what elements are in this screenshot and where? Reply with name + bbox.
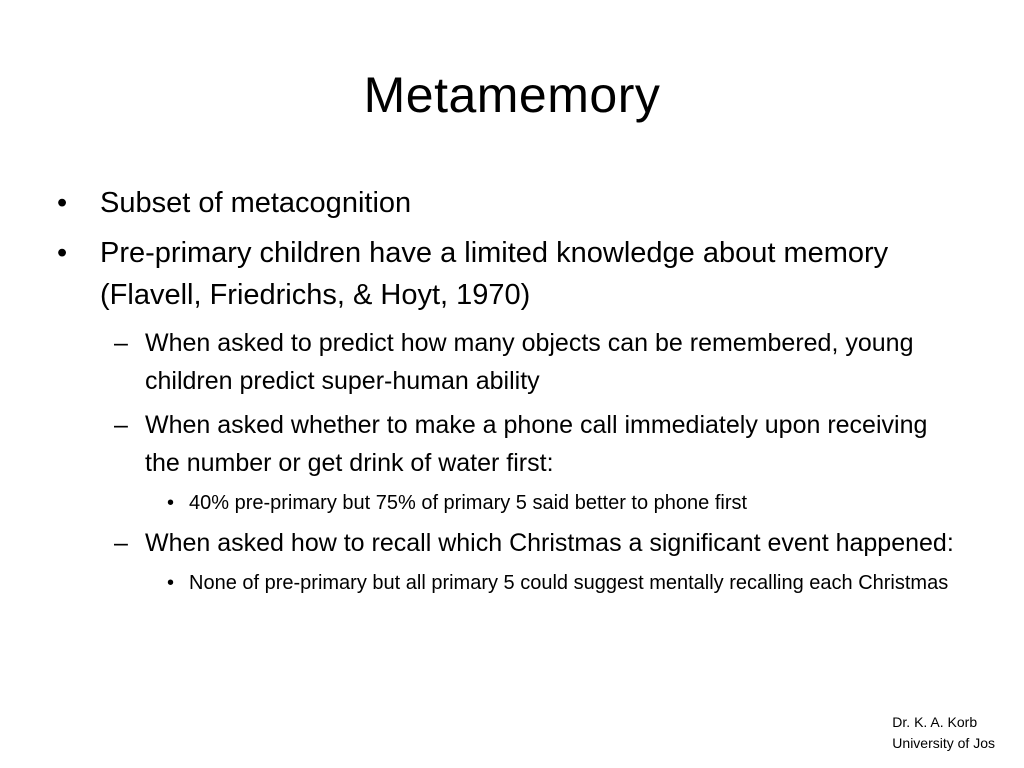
dash-marker: – bbox=[114, 411, 128, 439]
bullet-item bbox=[55, 232, 955, 316]
bullet-marker: • bbox=[167, 492, 175, 514]
bullet-text: Subset of metacognition bbox=[100, 187, 412, 219]
slide-title: Metamemory bbox=[363, 67, 661, 123]
bullet-marker: • bbox=[57, 237, 68, 269]
dash-marker: – bbox=[114, 529, 128, 557]
sub-bullet-item bbox=[110, 324, 955, 400]
author-affiliation: University of Jos bbox=[892, 735, 995, 751]
sub-sub-bullet-text: None of pre-primary but all primary 5 could suggest mentally recalling each Christmas bbox=[189, 572, 949, 594]
bullet-item bbox=[55, 182, 955, 224]
bullet-marker: • bbox=[57, 187, 68, 219]
sub-sub-bullet-text: 40% pre-primary but 75% of primary 5 said better to phone first bbox=[189, 492, 748, 514]
sub-bullet-item bbox=[110, 524, 955, 562]
bullet-marker: • bbox=[167, 572, 175, 594]
sub-bullet-text: When asked how to recall which Christmas a significant event happened: bbox=[145, 529, 954, 557]
dash-marker: – bbox=[114, 329, 128, 357]
sub-bullet-text: When asked whether to make a phone call immediately upon receiving the number or get drink of water first: bbox=[145, 411, 928, 477]
bullet-list bbox=[55, 182, 955, 604]
author-credit bbox=[892, 712, 995, 754]
author-name: Dr. K. A. Korb bbox=[892, 714, 978, 730]
sub-sub-bullet-item bbox=[165, 568, 955, 598]
sub-bullet-text: When asked to predict how many objects can be remembered, young children predict super-human ability bbox=[145, 329, 914, 395]
sub-bullet-item bbox=[110, 406, 955, 482]
sub-sub-bullet-item bbox=[165, 488, 955, 518]
bullet-text: Pre-primary children have a limited knowledge about memory (Flavell, Friedrichs, & Hoyt, 1970) bbox=[100, 237, 889, 311]
